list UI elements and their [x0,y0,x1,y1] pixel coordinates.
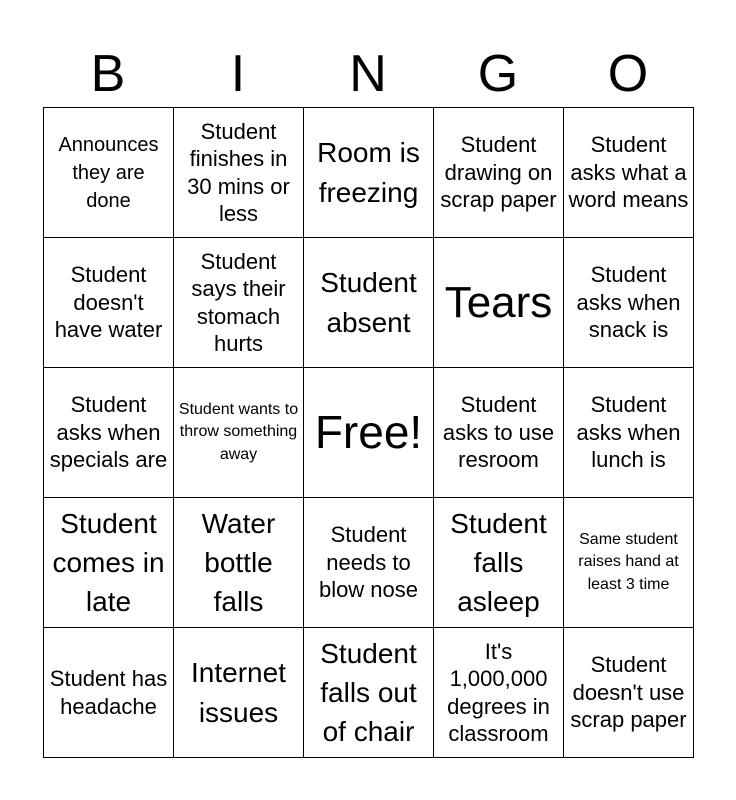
bingo-cell[interactable]: Water bottle falls [174,498,304,628]
bingo-cell[interactable]: Student falls asleep [434,498,564,628]
bingo-cell[interactable]: Student asks when snack is [564,238,694,368]
bingo-cell[interactable]: Room is freezing [304,108,434,238]
bingo-cell[interactable]: Student asks to use resroom [434,368,564,498]
bingo-cell[interactable]: Student finishes in 30 mins or less [174,108,304,238]
header-letter-g: G [477,45,519,103]
grid-row [44,368,694,498]
free-cell[interactable]: Free! [304,368,434,498]
bingo-cell[interactable]: Student doesn't use scrap paper [564,628,694,758]
bingo-cell[interactable]: Student asks when lunch is [564,368,694,498]
bingo-cell[interactable]: Student falls out of chair [304,628,434,758]
bingo-cell[interactable]: Student asks what a word means [564,108,694,238]
header-letter-i: I [230,45,246,103]
bingo-cell[interactable]: Student absent [304,238,434,368]
grid-row [44,238,694,368]
bingo-cell[interactable]: Same student raises hand at least 3 time [564,498,694,628]
bingo-cell[interactable]: Student has headache [44,628,174,758]
bingo-cell[interactable]: Student drawing on scrap paper [434,108,564,238]
bingo-cell[interactable]: Internet issues [174,628,304,758]
bingo-header [43,40,693,108]
header-letter-b: B [90,45,126,103]
grid-row [44,498,694,628]
bingo-cell[interactable]: Student comes in late [44,498,174,628]
bingo-cell[interactable]: Announces they are done [44,108,174,238]
bingo-cell[interactable]: Student doesn't have water [44,238,174,368]
bingo-grid [43,107,694,758]
bingo-cell[interactable]: Tears [434,238,564,368]
bingo-cell[interactable]: Student says their stomach hurts [174,238,304,368]
bingo-cell[interactable]: Student needs to blow nose [304,498,434,628]
grid-row [44,628,694,758]
bingo-cell[interactable]: Student wants to throw something away [174,368,304,498]
header-letter-n: N [349,45,387,103]
bingo-cell[interactable]: It's 1,000,000 degrees in classroom [434,628,564,758]
grid-row [44,108,694,238]
bingo-cell[interactable]: Student asks when specials are [44,368,174,498]
header-letter-o: O [607,45,649,103]
